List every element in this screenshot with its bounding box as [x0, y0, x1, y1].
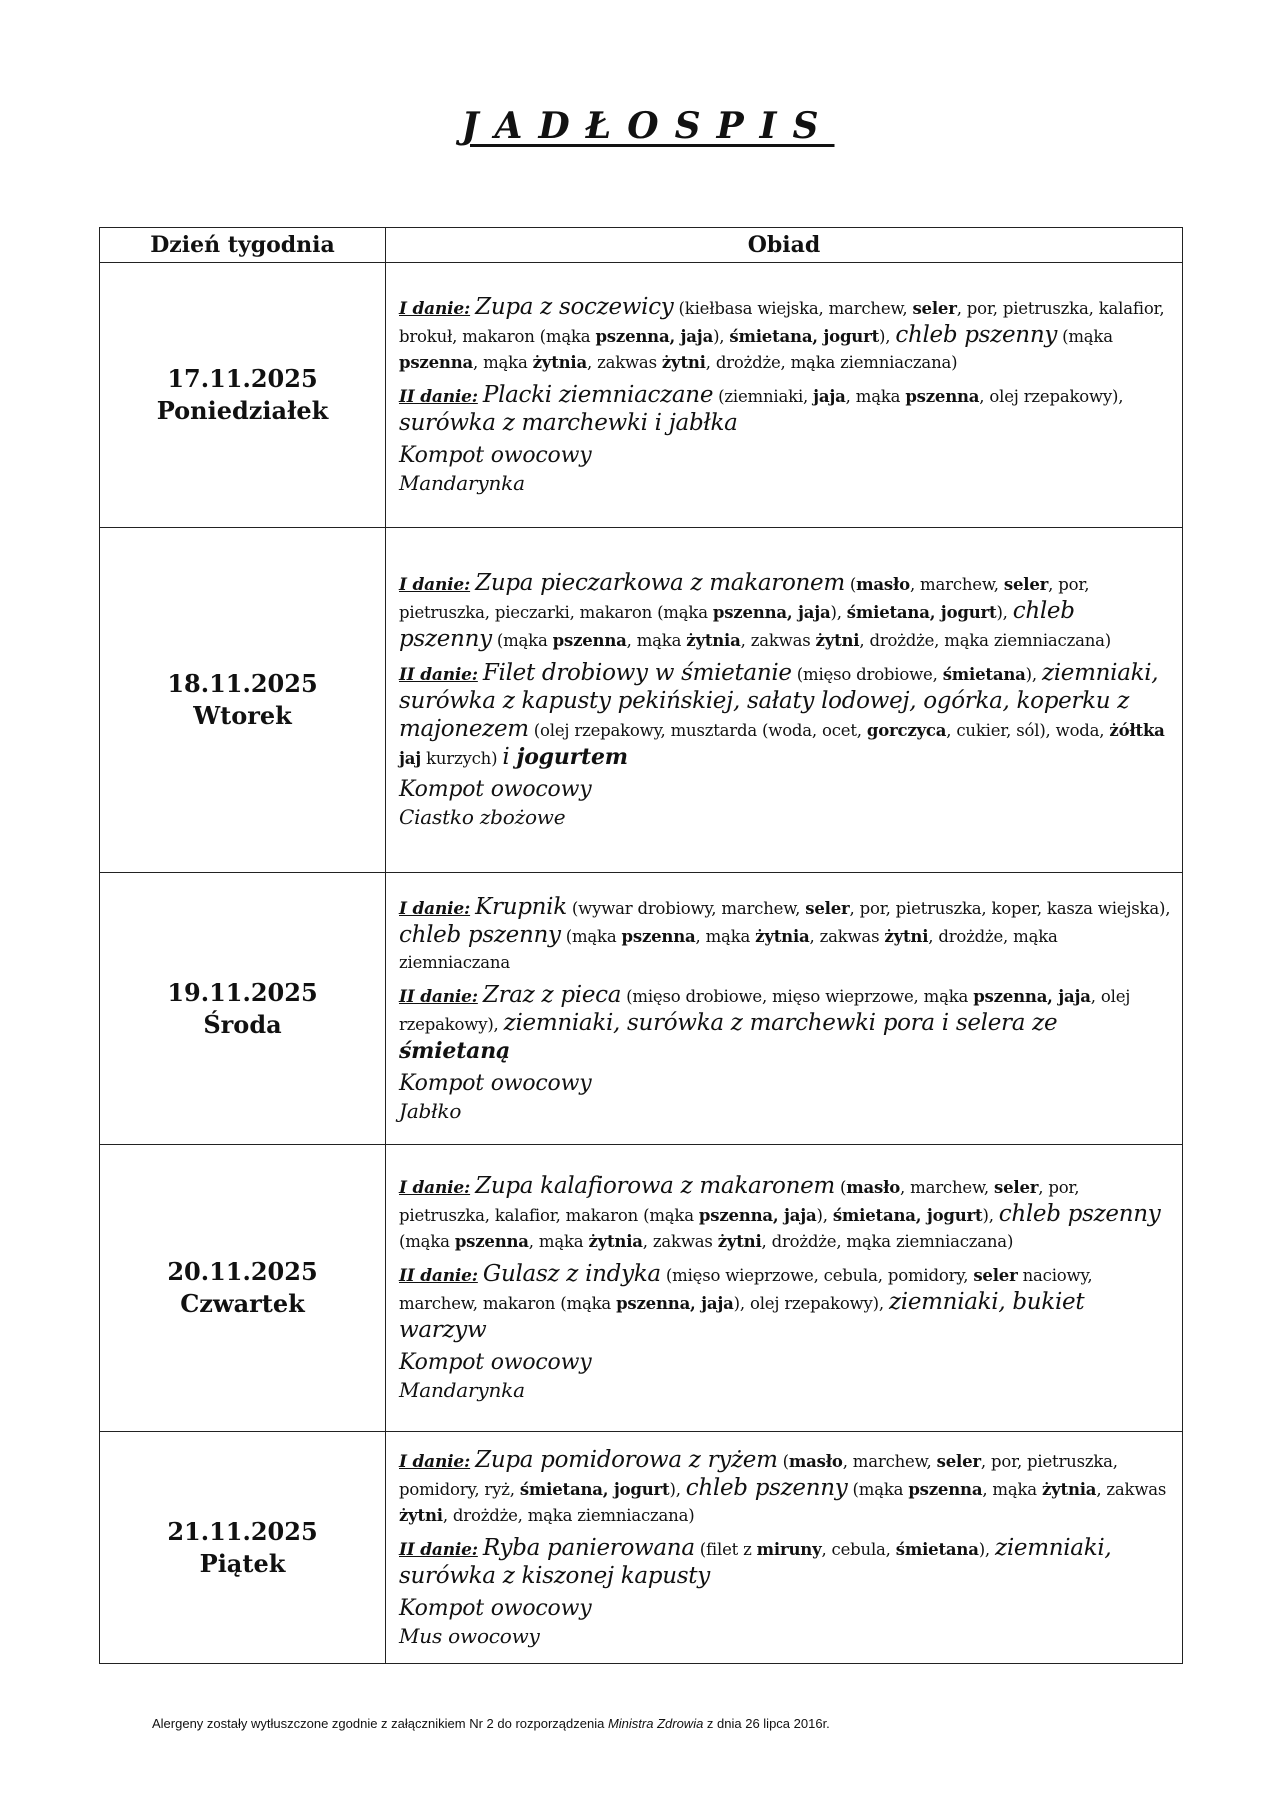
drink: Kompot owocowy — [399, 443, 592, 468]
ingredients-text: , por, pietruszka, pomidory, ryż, — [399, 1451, 1118, 1499]
ingredients-text: , por, pietruszka, pieczarki, makaron (mąka — [399, 575, 1090, 622]
ingredients-text: , cebula, — [821, 1539, 896, 1559]
allergen: seler — [973, 1266, 1018, 1285]
page-title — [0, 104, 1280, 148]
day-weekday: Czwartek — [180, 1289, 305, 1318]
ingredients-text: , drożdże, mąka ziemniaczana) — [859, 631, 1112, 650]
ingredients-text: (mięso wieprzowe, cebula, pomidory, — [660, 1266, 974, 1285]
ingredients-text: , marchew, — [900, 1178, 994, 1197]
meal-cell — [386, 263, 1183, 528]
table-row — [100, 528, 1183, 873]
dish-name: Zupa kalafiorowa z makaronem — [475, 1173, 835, 1199]
meal-cell — [386, 528, 1183, 873]
drink: Kompot owocowy — [399, 777, 592, 802]
ingredients-text: , olej rzepakowy), — [399, 986, 1131, 1034]
ingredients-text: ), — [982, 1206, 999, 1225]
second-course — [399, 982, 1172, 1066]
header-meal-label: Obiad — [747, 232, 821, 258]
ingredients-text: ), — [816, 1206, 833, 1225]
course-label: I danie: — [399, 1178, 471, 1198]
meal-cell — [386, 1432, 1183, 1664]
ingredients-text: , drożdże, mąka ziemniaczana) — [442, 1505, 695, 1525]
allergen: seler — [994, 1178, 1039, 1197]
ingredients-text: , zakwas — [740, 631, 816, 650]
ingredients-text: , cukier, sól), woda, — [946, 721, 1110, 740]
title-text: JADŁOSPIS — [461, 105, 835, 147]
allergen: gorczyca — [866, 721, 947, 740]
ingredients-text: (kiełbasa wiejska, marchew, — [673, 299, 913, 318]
dish-name: Placki ziemniaczane — [482, 382, 714, 408]
allergen: jaja — [813, 387, 846, 406]
ingredients-text: ( — [834, 1178, 847, 1197]
allergen: masło — [856, 575, 910, 594]
day-date: 17.11.2025 — [167, 364, 318, 393]
ingredients-text: , olej rzepakowy), — [979, 387, 1124, 406]
ingredients-text: , marchew, — [909, 575, 1004, 594]
meal-cell — [386, 1145, 1183, 1432]
allergen: śmietana — [895, 1539, 979, 1559]
dish-name: Zraz z pieca — [482, 981, 622, 1008]
course-label: II danie: — [399, 387, 478, 407]
dish-name: Krupnik — [475, 893, 567, 920]
allergen: seler — [1003, 575, 1049, 594]
table-row — [100, 1432, 1183, 1664]
ingredients-text: , mąka — [695, 926, 756, 946]
table-header-row — [100, 228, 1183, 263]
drink: Kompot owocowy — [399, 1070, 592, 1096]
course-label: I danie: — [399, 1451, 471, 1472]
allergen: masło — [846, 1178, 901, 1197]
day-cell — [100, 1432, 386, 1664]
allergen: pszenna — [908, 1479, 983, 1499]
allergen: pszenna — [905, 387, 980, 406]
allergen: pszenna — [454, 1232, 529, 1251]
footnote-date: z dnia 26 lipca 2016r. — [703, 1716, 830, 1731]
course-label: I danie: — [399, 575, 471, 595]
dish-name: Ryba panierowana — [482, 1534, 695, 1561]
dish-name: Zupa pieczarkowa z makaronem — [475, 570, 845, 596]
day-weekday: Środa — [203, 1009, 282, 1039]
day-weekday: Piątek — [199, 1548, 286, 1578]
ingredients-text: , mąka — [626, 631, 687, 650]
day-weekday: Poniedziałek — [156, 396, 329, 425]
day-date: 20.11.2025 — [167, 1257, 318, 1286]
ingredients-text: , por, pietruszka, koper, kasza wiejska), — [849, 898, 1171, 918]
header-day — [100, 228, 386, 263]
menu-body — [100, 263, 1183, 1664]
ingredients-text: , drożdże, mąka ziemniaczana — [399, 926, 1058, 972]
allergen: seler — [805, 898, 850, 918]
allergen: pszenna — [552, 631, 627, 650]
allergen: miruny — [756, 1539, 822, 1559]
allergen: pszenna, jaja — [712, 603, 831, 622]
allergen: śmietana, jogurt — [519, 1479, 670, 1499]
allergen: żytni — [815, 631, 860, 650]
ingredients-text: (mąka — [399, 1232, 455, 1251]
ingredients-text: , drożdże, mąka ziemniaczana) — [705, 353, 958, 372]
dessert: Jabłko — [399, 1098, 462, 1123]
dish-name: Filet drobiowy w śmietanie — [482, 660, 792, 686]
ingredients-text: (mąka — [491, 631, 553, 650]
allergen: żytnia — [532, 353, 587, 372]
ingredients-text: (mięso drobiowe, mięso wieprzowe, mąka — [621, 986, 974, 1006]
dish-name: ziemniaki, surówka z kiszonej kapusty — [399, 1534, 1112, 1589]
course-label: I danie: — [399, 898, 471, 919]
course-label: II danie: — [399, 1266, 478, 1286]
ingredients-text: , por, pietruszka, kalafior, makaron (mąka — [399, 1178, 1080, 1225]
first-course — [399, 894, 1172, 976]
dish-name: surówka z marchewki i jabłka — [399, 410, 738, 436]
course-label: II danie: — [399, 1539, 478, 1560]
ingredients-text: (mąka — [847, 1479, 909, 1499]
dish-name: chleb pszenny — [685, 1474, 848, 1501]
allergen: żytni — [717, 1232, 762, 1251]
dessert: Mandarynka — [399, 471, 525, 495]
dish-name: Zupa z soczewicy — [475, 294, 674, 320]
allergen: żytni — [661, 353, 706, 372]
second-course — [399, 382, 1172, 438]
allergen: żytnia — [588, 1232, 643, 1251]
course-label: I danie: — [399, 299, 471, 319]
first-course — [399, 1173, 1172, 1255]
dish-name: ziemniaki, surówka z kapusty pekińskiej, sałaty lodowej, ogórka, koperku z majonezem — [399, 660, 1159, 742]
ingredients-text: ), — [978, 1539, 996, 1559]
allergen: masło — [788, 1451, 843, 1471]
dish-name: chleb pszenny — [399, 921, 561, 948]
meal-cell — [386, 873, 1183, 1145]
allergen: żytnia — [1041, 1479, 1097, 1499]
table-row — [100, 1145, 1183, 1432]
allergen: żytnia — [755, 926, 810, 946]
allergen: śmietana — [942, 665, 1026, 684]
menu-table — [99, 227, 1183, 1664]
allergen: seler — [912, 299, 957, 318]
footnote-text: Alergeny zostały wytłuszczone zgodnie z załącznikiem Nr 2 do rozporządzenia — [152, 1716, 608, 1731]
ingredients-text: (olej rzepakowy, musztarda (woda, ocet, — [528, 721, 867, 740]
ingredients-text: , mąka — [845, 387, 906, 406]
ingredients-text: ( — [844, 575, 857, 594]
allergen: śmietana, jogurt — [832, 1206, 983, 1225]
ingredients-text: , zakwas — [642, 1232, 718, 1251]
ingredients-text: ), — [713, 327, 730, 346]
dish-name: i — [502, 744, 517, 770]
ingredients-text: (mięso drobiowe, — [791, 665, 943, 684]
ingredients-text: , mąka — [472, 353, 533, 372]
ingredients-text: , por, pietruszka, kalafior, brokuł, makaron (mąka — [399, 299, 1165, 346]
ingredients-text: ), — [879, 327, 896, 346]
second-course — [399, 1261, 1172, 1345]
ingredients-text: naciowy, marchew, makaron (mąka — [399, 1266, 1093, 1313]
dessert: Ciastko zbożowe — [399, 805, 566, 829]
dish-name: chleb pszenny — [895, 322, 1058, 348]
dish-name: Zupa pomidorowa z ryżem — [475, 1446, 778, 1473]
ingredients-text: , mąka — [528, 1232, 589, 1251]
footnote-ministry: Ministra Zdrowia — [607, 1716, 704, 1731]
course-label: II danie: — [399, 986, 478, 1007]
day-cell — [100, 263, 386, 528]
day-date: 18.11.2025 — [167, 669, 318, 698]
allergen: śmietana, jogurt — [729, 327, 880, 346]
dessert: Mus owocowy — [399, 1623, 540, 1648]
ingredients-text: ), — [996, 603, 1013, 622]
header-day-label: Dzień tygodnia — [150, 232, 335, 258]
day-weekday: Wtorek — [193, 701, 292, 730]
day-date: 21.11.2025 — [167, 1516, 318, 1546]
ingredients-text: , zakwas — [1096, 1479, 1167, 1499]
header-meal — [386, 228, 1183, 263]
ingredients-text: , zakwas — [586, 353, 662, 372]
ingredients-text: ), — [669, 1479, 686, 1499]
allergen: pszenna, jaja — [698, 1206, 817, 1225]
first-course — [399, 570, 1172, 654]
ingredients-text: , marchew, — [842, 1451, 937, 1471]
dish-name: jogurtem — [516, 744, 628, 770]
ingredients-text: ), — [830, 603, 847, 622]
allergen: żytni — [884, 926, 929, 946]
dish-name: ziemniaki, bukiet warzyw — [399, 1289, 1085, 1343]
ingredients-text: (wywar drobiowy, marchew, — [566, 898, 806, 918]
table-row — [100, 263, 1183, 528]
allergen: seler — [936, 1451, 981, 1471]
dish-name: ziemniaki, surówka z marchewki pora i selera ze — [503, 1009, 1058, 1036]
second-course — [399, 660, 1172, 772]
allergen: żytni — [399, 1505, 443, 1525]
ingredients-text: , zakwas — [809, 926, 885, 946]
ingredients-text: , drożdże, mąka ziemniaczana) — [761, 1232, 1014, 1251]
day-date: 19.11.2025 — [167, 977, 318, 1007]
day-cell — [100, 528, 386, 873]
dish-name: chleb pszenny — [998, 1201, 1161, 1227]
allergen: śmietana, jogurt — [846, 603, 997, 622]
second-course — [399, 1535, 1172, 1591]
dish-name: śmietaną — [399, 1037, 511, 1064]
ingredients-text: ( — [777, 1451, 789, 1471]
allergen: pszenna, jaja — [616, 1294, 734, 1313]
first-course — [399, 294, 1172, 376]
ingredients-text: ), olej rzepakowy), — [733, 1294, 889, 1313]
first-course — [399, 1447, 1172, 1529]
drink: Kompot owocowy — [399, 1350, 592, 1375]
dessert: Mandarynka — [399, 1378, 525, 1402]
ingredients-text: kurzych) — [421, 749, 503, 768]
ingredients-text: (filet z — [694, 1539, 757, 1559]
ingredients-text: , mąka — [982, 1479, 1042, 1499]
dish-name: Gulasz z indyka — [482, 1261, 661, 1287]
dish-name: chleb pszenny — [399, 598, 1075, 652]
allergen: pszenna — [621, 926, 696, 946]
allergen: pszenna, jaja — [595, 327, 714, 346]
allergen-footnote — [152, 1716, 830, 1731]
table-row — [100, 873, 1183, 1145]
allergen: żytnia — [686, 631, 741, 650]
ingredients-text: ), — [1025, 665, 1042, 684]
course-label: II danie: — [399, 665, 478, 685]
ingredients-text: (mąka — [1057, 327, 1113, 346]
day-cell — [100, 1145, 386, 1432]
day-cell — [100, 873, 386, 1145]
drink: Kompot owocowy — [399, 1595, 592, 1621]
ingredients-text: (mąka — [560, 926, 622, 946]
allergen: pszenna, jaja — [973, 986, 1091, 1006]
allergen: żółtka jaj — [399, 721, 1165, 768]
allergen: pszenna — [399, 353, 473, 372]
ingredients-text: (ziemniaki, — [713, 387, 814, 406]
